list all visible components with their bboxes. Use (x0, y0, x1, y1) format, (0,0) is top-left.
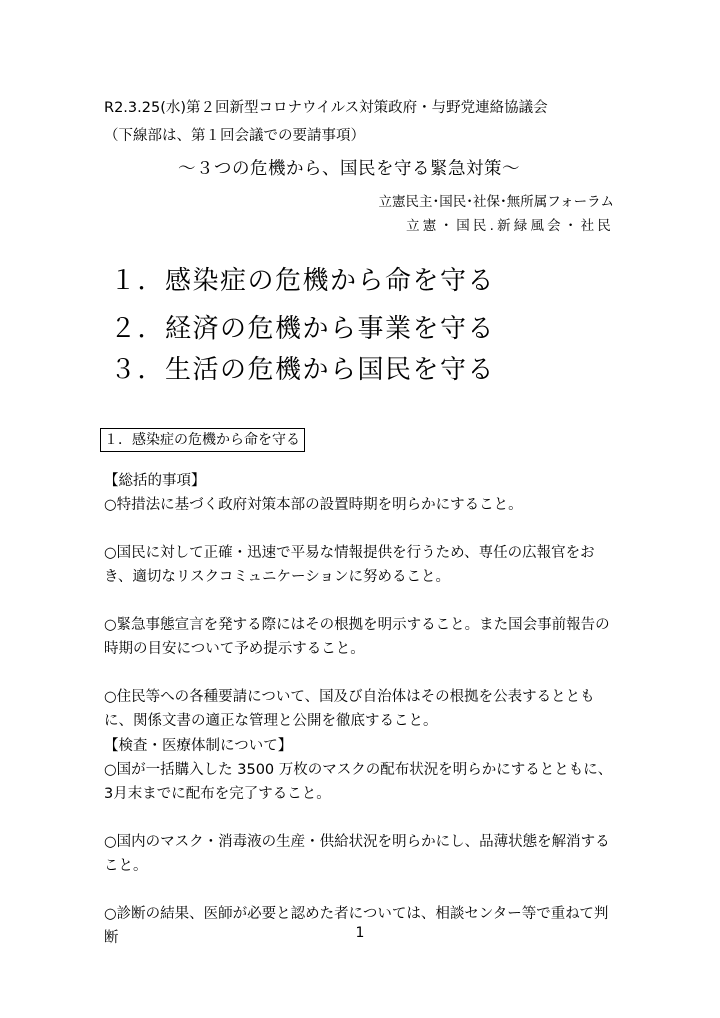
page-number: 1 (355, 925, 365, 941)
pillar-3: ３．生活の危機から国民を守る (110, 355, 496, 385)
testing-heading: 【検査・医療体制について】 (104, 738, 293, 754)
testing-item-3: ○診断の結果、医師が必要と認めた者については、相談センター等で重ねて判断 (104, 906, 609, 946)
general-item-1: ○特措法に基づく政府対策本部の設置時期を明らかにすること。 (104, 497, 523, 513)
pillar-2: ２．経済の危機から事業を守る (110, 314, 496, 344)
document-title: ～３つの危機から、国民を守る緊急対策～ (178, 159, 520, 179)
pillar-1: １．感染症の危機から命を守る (110, 266, 496, 296)
general-item-3: ○緊急事態宣言を発する際にはその根拠を明示すること。また国会事前報告の時期の目安について予め提示すること。 (104, 617, 610, 657)
testing-item-1: ○国が一括購入した 3500 万枚のマスクの配布状況を明らかにするとともに、3月末までに配布を完了すること。 (104, 762, 613, 802)
meeting-title: R2.3.25(水)第２回新型コロナウイルス対策政府・与野党連絡協議会 (104, 100, 548, 116)
org-line-1: 立憲民主･国民･社保･無所属フォーラム (378, 194, 614, 210)
general-heading: 【総括的事項】 (104, 473, 206, 489)
section-heading-boxed: １．感染症の危機から命を守る (100, 428, 305, 452)
general-item-4: ○住民等への各種要請について、国及び自治体はその根拠を公表するとともに、関係文書の適正な管理と公開を徹底すること。 (104, 689, 595, 729)
org-line-2: 立憲・国民.新緑風会・社民 (406, 218, 614, 234)
testing-item-2: ○国内のマスク・消毒液の生産・供給状況を明らかにし、品薄状態を解消すること。 (104, 834, 610, 874)
underline-note: （下線部は、第１回会議での要請事項） (104, 128, 365, 144)
general-item-2: ○国民に対して正確・迅速で平易な情報提供を行うため、専任の広報官をおき、適切なリスクコミュニケーションに努めること。 (104, 545, 595, 585)
